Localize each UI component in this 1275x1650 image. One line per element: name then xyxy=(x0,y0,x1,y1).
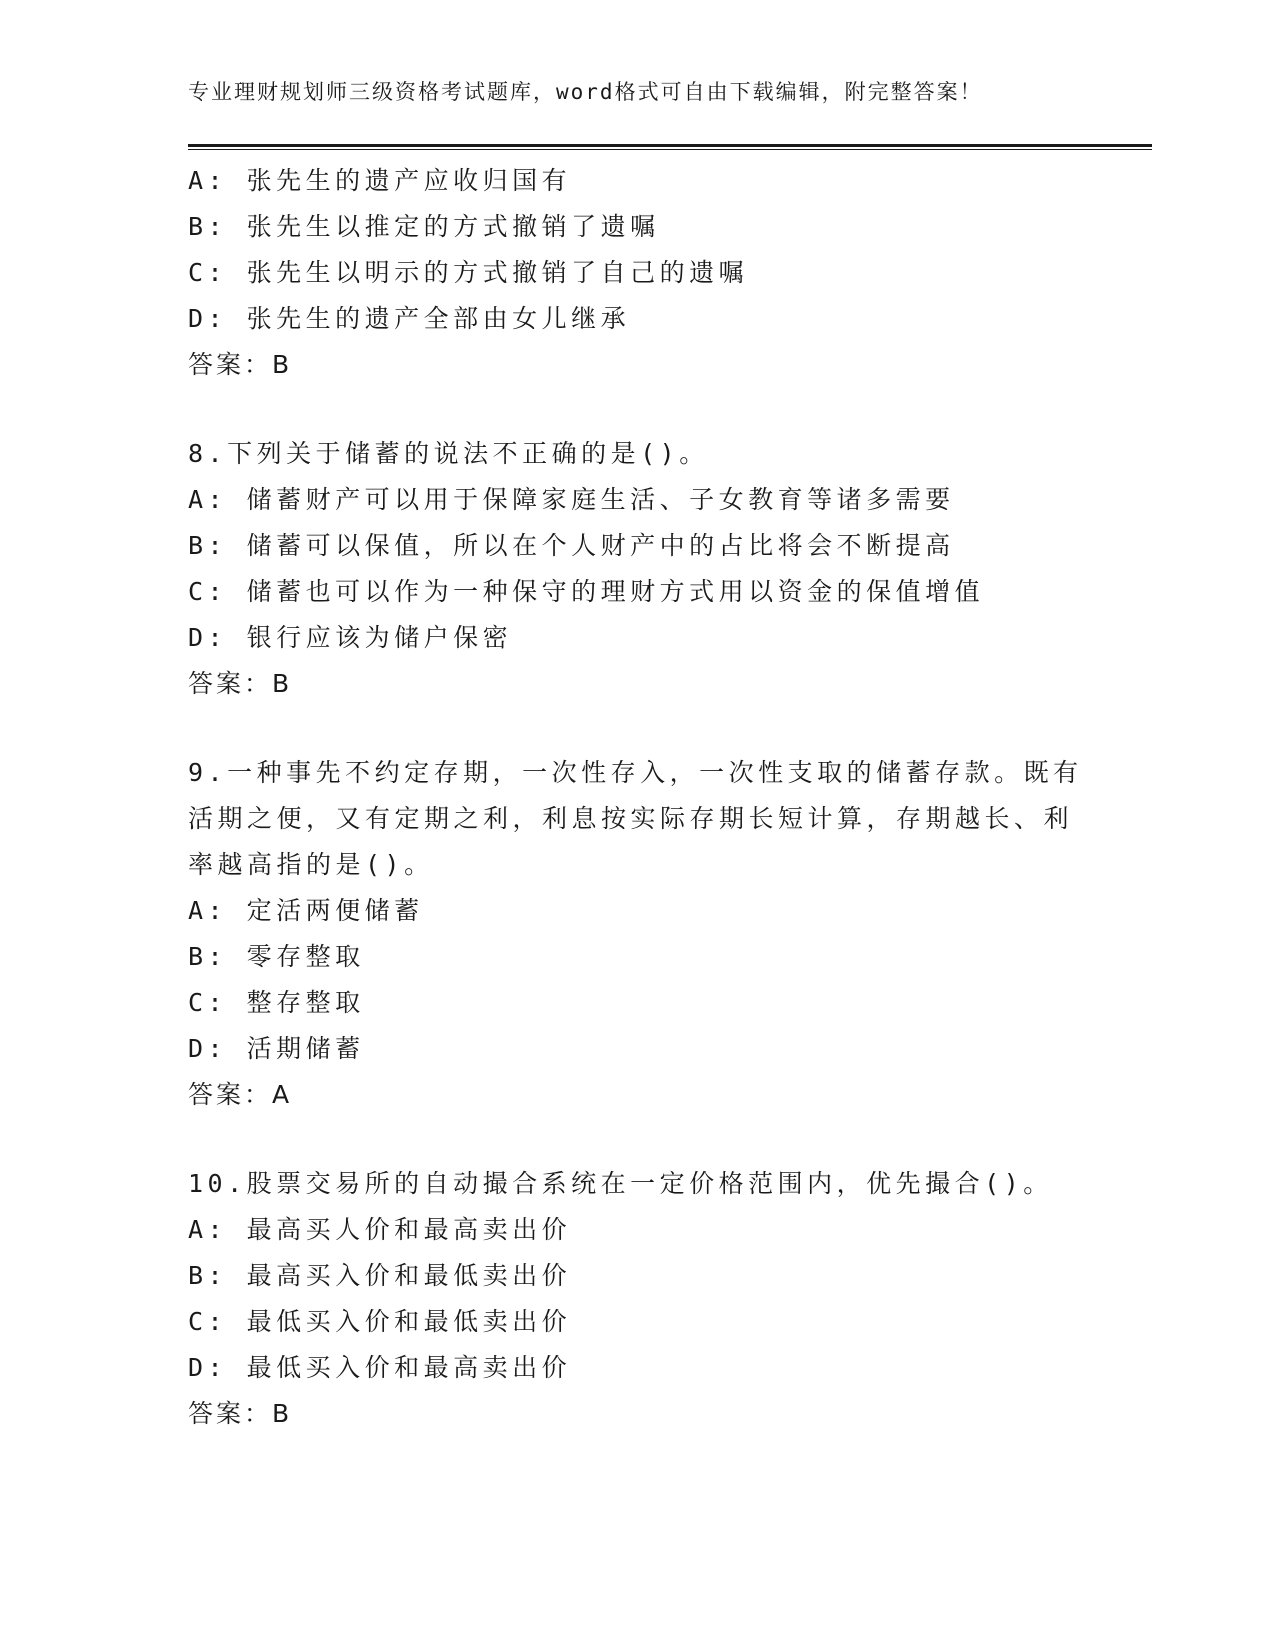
question-stem-line: 10.股票交易所的自动撮合系统在一定价格范围内，优先撮合()。 xyxy=(188,1169,1053,1198)
answer-line: 答案：A xyxy=(188,1080,293,1109)
question-block-8 xyxy=(188,431,1068,707)
question-stem-line: 9.一种事先不约定存期，一次性存入，一次性支取的储蓄存款。既有 xyxy=(188,758,1083,787)
header-divider-thick xyxy=(188,144,1152,147)
document-body xyxy=(188,158,1083,1437)
option-c: C: 储蓄也可以作为一种保守的理财方式用以资金的保值增值 xyxy=(188,577,985,606)
question-stem xyxy=(188,431,1068,477)
option-b: B: 张先生以推定的方式撤销了遗嘱 xyxy=(188,212,660,241)
question-block-10 xyxy=(188,1161,1068,1437)
option-c: C: 整存整取 xyxy=(188,988,365,1017)
answer-line: 答案：B xyxy=(188,1399,293,1428)
option-b: B: 最高买入价和最低卖出价 xyxy=(188,1261,572,1290)
option-a: A: 张先生的遗产应收归国有 xyxy=(188,166,572,195)
question-stem xyxy=(188,1161,1068,1207)
option-a: A: 定活两便储蓄 xyxy=(188,896,424,925)
header-divider-thin xyxy=(188,149,1152,150)
option-d: D: 张先生的遗产全部由女儿继承 xyxy=(188,304,631,333)
option-d: D: 活期储蓄 xyxy=(188,1034,365,1063)
question-stem-line: 率越高指的是()。 xyxy=(188,850,434,879)
option-c: C: 最低买入价和最低卖出价 xyxy=(188,1307,572,1336)
option-b: B: 储蓄可以保值，所以在个人财产中的占比将会不断提高 xyxy=(188,531,955,560)
question-stem-line: 活期之便，又有定期之利，利息按实际存期长短计算，存期越长、利 xyxy=(188,804,1074,833)
question-block-continued xyxy=(188,158,1068,388)
page-header: 专业理财规划师三级资格考试题库，word格式可自由下载编辑，附完整答案！ xyxy=(188,80,983,104)
question-stem-line: 8.下列关于储蓄的说法不正确的是()。 xyxy=(188,439,709,468)
question-stem xyxy=(188,750,1083,888)
answer-line: 答案：B xyxy=(188,669,293,698)
option-b: B: 零存整取 xyxy=(188,942,365,971)
header-divider xyxy=(188,144,1152,150)
option-a: A: 最高买人价和最高卖出价 xyxy=(188,1215,572,1244)
answer-line: 答案：B xyxy=(188,350,293,379)
question-block-9 xyxy=(188,750,1083,1118)
option-c: C: 张先生以明示的方式撤销了自己的遗嘱 xyxy=(188,258,749,287)
option-d: D: 银行应该为储户保密 xyxy=(188,623,513,652)
option-a: A: 储蓄财产可以用于保障家庭生活、子女教育等诸多需要 xyxy=(188,485,955,514)
option-d: D: 最低买入价和最高卖出价 xyxy=(188,1353,572,1382)
